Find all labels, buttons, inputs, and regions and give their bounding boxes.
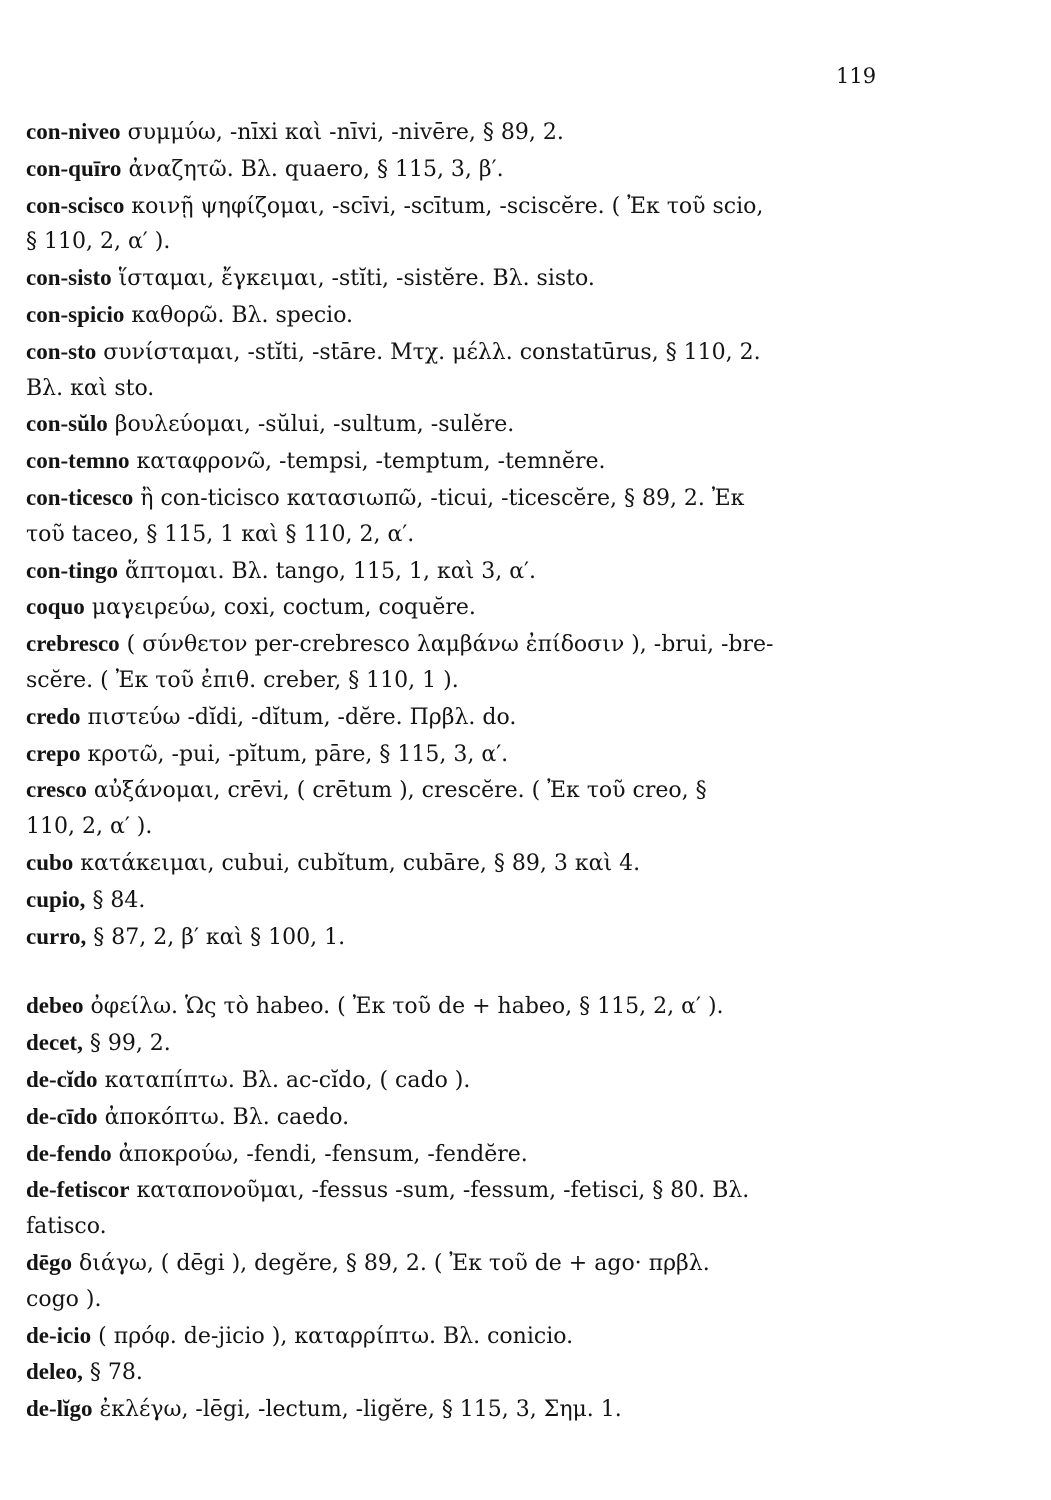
entry-continuation: 110, 2, α′ ). — [26, 814, 153, 840]
entry-headword: credo — [26, 703, 81, 729]
entry-headword: crepo — [26, 740, 81, 766]
entry-headword: de-fendo — [26, 1140, 112, 1166]
entry-headword: con-temno — [26, 448, 130, 474]
entry-definition: ἐκλέγω, -lēgi, -lectum, -ligĕre, § 115, 3, Σημ. 1. — [99, 1397, 622, 1423]
entry-definition: ἀποκόπτω. Βλ. caedo. — [104, 1104, 350, 1130]
entry-headword: de-icio — [26, 1322, 92, 1348]
entry-headword: debeo — [26, 993, 84, 1019]
entry-definition: ἀναζητῶ. Βλ. quaero, § 115, 3, β′. — [128, 156, 504, 182]
dictionary-entry — [26, 589, 896, 626]
entry-definition: ( πρόφ. de-jicio ), καταρρίπτω. Βλ. conicio. — [98, 1323, 574, 1349]
entry-headword: cupio, — [26, 886, 86, 912]
entry-definition: § 78. — [89, 1360, 143, 1386]
dictionary-entry — [26, 1172, 896, 1245]
dictionary-entry — [26, 1318, 896, 1355]
dictionary-entry — [26, 699, 896, 736]
entry-definition: βουλεύομαι, -sŭlui, -sultum, -sulĕre. — [114, 412, 515, 438]
page-number: 119 — [836, 64, 877, 88]
dictionary-entry — [26, 882, 896, 919]
entry-definition: καταφρονῶ, -tempsi, -temptum, -temnĕre. — [136, 449, 606, 475]
entry-definition: ὀφείλω. Ὡς τὸ habeo. ( Ἐκ τοῦ de + habeo, § 115, 2, α′ ). — [90, 994, 724, 1020]
entry-headword: con-sŭlo — [26, 411, 108, 437]
dictionary-entry — [26, 988, 896, 1025]
entry-continuation: scĕre. ( Ἐκ τοῦ ἐπιθ. creber, § 110, 1 ). — [26, 667, 459, 693]
entry-headword: con-quīro — [26, 155, 122, 181]
dictionary-entry — [26, 1062, 896, 1099]
entry-definition: κροτῶ, -pui, -pĭtum, pāre, § 115, 3, α′. — [87, 741, 509, 767]
entry-headword: cubo — [26, 849, 74, 875]
entry-headword: dēgo — [26, 1249, 72, 1275]
entry-headword: con-scisco — [26, 192, 125, 218]
entry-definition: μαγειρεύω, coxi, coctum, coquĕre. — [91, 595, 476, 621]
dictionary-entry — [26, 1136, 896, 1173]
entry-definition: ἀποκρούω, -fendi, -fensum, -fendĕre. — [118, 1141, 528, 1167]
entry-continuation: fatisco. — [26, 1214, 107, 1240]
dictionary-entry — [26, 1245, 896, 1318]
entry-headword: decet, — [26, 1030, 83, 1056]
entry-headword: con-ticesco — [26, 484, 134, 510]
entry-headword: deleo, — [26, 1359, 83, 1385]
dictionary-entry — [26, 334, 896, 407]
entry-headword: con-tingo — [26, 557, 118, 583]
entry-definition: ἅπτομαι. Βλ. tango, 115, 1, καὶ 3, α′. — [125, 558, 537, 584]
entry-definition: συνίσταμαι, -stĭti, -stāre. Μτχ. μέλλ. constatūrus, § 110, 2. — [103, 339, 761, 365]
entry-headword: crebresco — [26, 631, 120, 657]
entry-continuation: cogo ). — [26, 1286, 102, 1312]
entry-headword: con-sto — [26, 338, 97, 364]
entry-definition: § 99, 2. — [89, 1031, 171, 1057]
entry-definition: ( σύνθετον per-crebresco λαμβάνω ἐπίδοσιν ), -brui, -bre- — [126, 632, 774, 658]
entry-headword: cresco — [26, 777, 87, 803]
entry-definition: πιστεύω -dĭdi, -dĭtum, -dĕre. Πρβλ. do. — [87, 704, 517, 730]
entry-definition: κατάκειμαι, cubui, cubĭtum, cubāre, § 89, 3 καὶ 4. — [80, 850, 641, 876]
entry-continuation: τοῦ taceo, § 115, 1 καὶ § 110, 2, α′. — [26, 521, 415, 547]
entry-headword: de-cĭdo — [26, 1066, 98, 1092]
dictionary-entry — [26, 297, 896, 334]
dictionary-entry — [26, 919, 896, 956]
dictionary-entry — [26, 1391, 896, 1428]
dictionary-entry — [26, 626, 896, 699]
entry-definition: § 84. — [92, 887, 146, 913]
dictionary-entry — [26, 114, 896, 151]
entry-headword: de-cīdo — [26, 1103, 98, 1129]
dictionary-entry — [26, 553, 896, 590]
entry-headword: de-lĭgo — [26, 1396, 93, 1422]
entry-headword: con-sisto — [26, 265, 112, 291]
entry-continuation: § 110, 2, α′ ). — [26, 229, 171, 255]
entry-definition: διάγω, ( dēgi ), degĕre, § 89, 2. ( Ἐκ τοῦ de + ago· πρβλ. — [79, 1250, 710, 1276]
entry-definition: αὐξάνομαι, crēvi, ( crētum ), crescĕre. ( Ἐκ τοῦ creo, § — [93, 778, 707, 804]
entry-definition: § 87, 2, β′ καὶ § 100, 1. — [93, 924, 346, 950]
entry-definition: συμμύω, -nīxi καὶ -nīvi, -nivēre, § 89, 2. — [127, 120, 564, 145]
entry-definition: καταπίπτω. Βλ. ac-cĭdo, ( cado ). — [104, 1067, 471, 1093]
entry-headword: de-fetiscor — [26, 1177, 130, 1203]
dictionary-entry — [26, 772, 896, 845]
dictionary-entry — [26, 151, 896, 188]
entry-list — [26, 114, 896, 1428]
entry-definition: ἢ con-ticisco κατασιωπῶ, -ticui, -ticescĕre, § 89, 2. Ἐκ — [140, 485, 745, 511]
entry-definition: κοινῇ ψηφίζομαι, -scīvi, -scītum, -sciscĕre. ( Ἐκ τοῦ scio, — [131, 193, 764, 219]
dictionary-entry — [26, 406, 896, 443]
dictionary-entry — [26, 1099, 896, 1136]
entry-definition: καθορῶ. Βλ. specio. — [131, 302, 354, 328]
dictionary-entry — [26, 1354, 896, 1391]
entry-headword: con-spicio — [26, 301, 125, 327]
dictionary-entry — [26, 260, 896, 297]
entry-continuation: Βλ. καὶ sto. — [26, 375, 155, 401]
dictionary-entry — [26, 443, 896, 480]
entry-headword: coquo — [26, 594, 85, 620]
entry-headword: curro, — [26, 923, 87, 949]
entry-definition: ἵσταμαι, ἔγκειμαι, -stĭti, -sistĕre. Βλ. sisto. — [118, 266, 595, 292]
dictionary-entry — [26, 188, 896, 261]
dictionary-entry — [26, 1025, 896, 1062]
dictionary-entry — [26, 736, 896, 773]
dictionary-entry — [26, 480, 896, 553]
entry-definition: καταπονοῦμαι, -fessus -sum, -fessum, -fetisci, § 80. Βλ. — [136, 1178, 750, 1204]
dictionary-entry — [26, 845, 896, 882]
entry-headword: con-niveo — [26, 119, 121, 144]
